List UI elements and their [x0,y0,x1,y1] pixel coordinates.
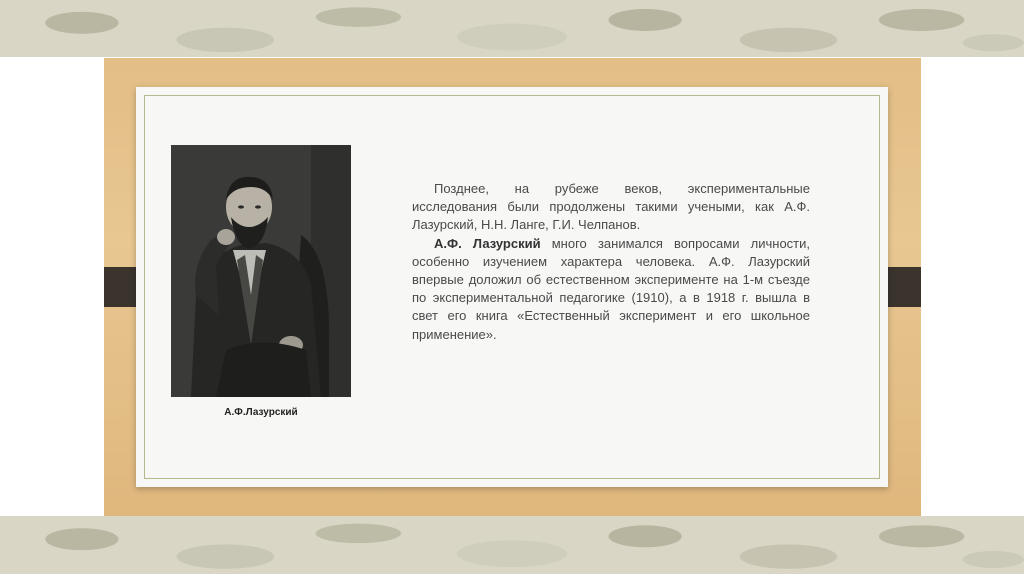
portrait-illustration [171,145,351,397]
camouflage-banner-bottom [0,516,1024,574]
paragraph-1: Позднее, на рубеже веков, экспериментальные исследования были продолжены такими учеными, как А.Ф. Лазурский, Н.Н. Ланге, Г.И. Челпанов. [412,181,810,233]
content-card [136,87,888,487]
paragraph-2-name: А.Ф. Лазурский [434,235,541,251]
photo-caption: А.Ф.Лазурский [224,407,298,418]
paragraph-2 [412,235,810,344]
paragraph-2-text: много занимался вопросами личности, особенно изучением характера человека. А.Ф. Лазурский впервые доложил об естественном эксперименте на 1-м съезде по экспериментальной педагогике (1910), а в 1918 г. вышла в свет его книга «Естественный эксперимент и его школьное применение». [412,235,810,342]
portrait-photo [171,145,351,397]
camouflage-banner-top [0,0,1024,57]
body-text [412,180,810,344]
